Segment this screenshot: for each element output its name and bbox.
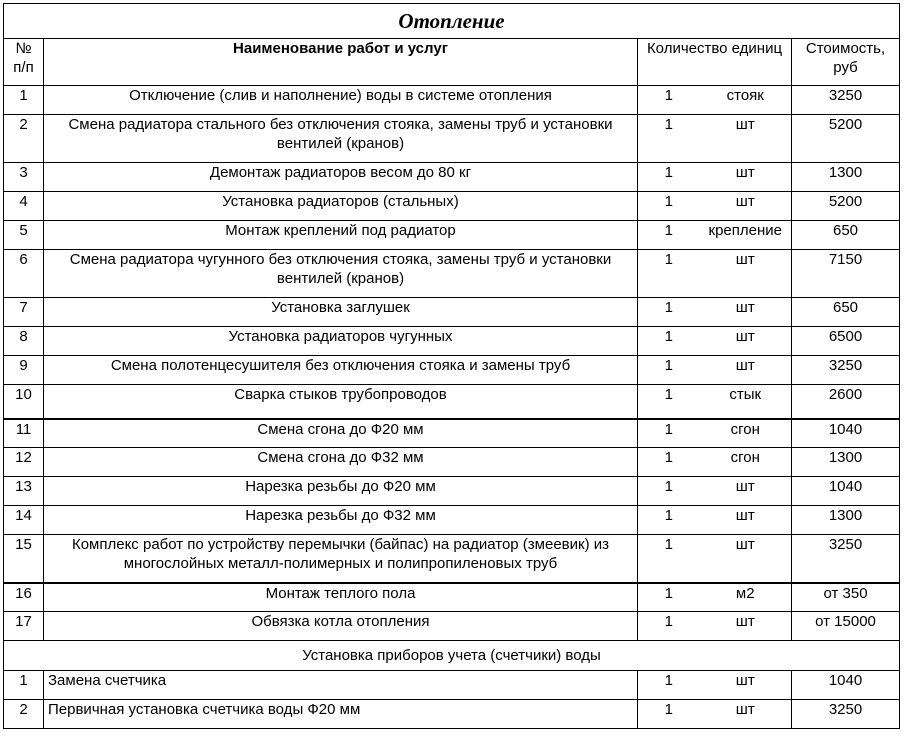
table-row [4,535,900,583]
row-unit: сгон [700,448,792,477]
row-cost: 650 [792,298,900,327]
table-row [4,327,900,356]
row-cost: от 350 [792,583,900,612]
row-cost: 1300 [792,506,900,535]
row-num: 3 [4,163,44,192]
table-row [4,448,900,477]
row-unit: шт [700,356,792,385]
row-cost: 650 [792,221,900,250]
row-cost: 1040 [792,419,900,448]
row-unit: шт [700,250,792,298]
row-name: Смена радиатора чугунного без отключения стояка, замены труб и установки вентилей (кранов) [44,250,638,298]
row-name: Комплекс работ по устройству перемычки (байпас) на радиатор (змеевик) из многослойных металл-полимерных и полипропиленовых труб [44,535,638,583]
row-num: 13 [4,477,44,506]
header-cost: Стоимость, руб [792,39,900,86]
row-qty: 1 [638,327,700,356]
table-row [4,700,900,729]
row-qty: 1 [638,221,700,250]
row-unit: шт [700,506,792,535]
row-unit: шт [700,535,792,583]
row-qty: 1 [638,419,700,448]
row-qty: 1 [638,163,700,192]
header-qty: Количество единиц [638,39,792,86]
row-qty: 1 [638,612,700,641]
section-title: Установка приборов учета (счетчики) воды [4,641,900,671]
row-num: 16 [4,583,44,612]
row-unit: шт [700,163,792,192]
header-num: № п/п [4,39,44,86]
row-num: 4 [4,192,44,221]
row-unit: шт [700,477,792,506]
row-name: Смена сгона до Ф32 мм [44,448,638,477]
table-row [4,86,900,115]
row-name: Смена сгона до Ф20 мм [44,419,638,448]
row-num: 1 [4,671,44,700]
row-cost: 3250 [792,700,900,729]
row-unit: шт [700,612,792,641]
table-row [4,612,900,641]
row-unit: шт [700,700,792,729]
row-unit: шт [700,327,792,356]
row-name: Смена радиатора стального без отключения стояка, замены труб и установки вентилей (кранов) [44,115,638,163]
title-row [4,4,900,39]
row-cost: 1040 [792,671,900,700]
row-cost: 5200 [792,192,900,221]
row-qty: 1 [638,506,700,535]
row-qty: 1 [638,477,700,506]
table-row [4,477,900,506]
row-unit: сгон [700,419,792,448]
row-num: 17 [4,612,44,641]
price-table [3,3,900,729]
row-unit: стык [700,385,792,419]
row-unit: стояк [700,86,792,115]
table-row [4,163,900,192]
row-num: 1 [4,86,44,115]
row-qty: 1 [638,86,700,115]
row-unit: шт [700,115,792,163]
row-name: Нарезка резьбы до Ф32 мм [44,506,638,535]
section-row [4,641,900,671]
row-name: Установка радиаторов чугунных [44,327,638,356]
row-qty: 1 [638,671,700,700]
table-row [4,419,900,448]
row-num: 14 [4,506,44,535]
row-name: Обвязка котла отопления [44,612,638,641]
table-row [4,221,900,250]
row-name: Сварка стыков трубопроводов [44,385,638,419]
table-row [4,192,900,221]
row-qty: 1 [638,250,700,298]
row-unit: шт [700,671,792,700]
table-row [4,385,900,419]
row-num: 6 [4,250,44,298]
row-qty: 1 [638,192,700,221]
row-name: Демонтаж радиаторов весом до 80 кг [44,163,638,192]
row-qty: 1 [638,700,700,729]
row-name: Первичная установка счетчика воды Ф20 мм [44,700,638,729]
table-row [4,506,900,535]
row-cost: 3250 [792,535,900,583]
row-cost: 1300 [792,163,900,192]
row-qty: 1 [638,535,700,583]
row-cost: 3250 [792,86,900,115]
row-unit: шт [700,192,792,221]
row-name: Замена счетчика [44,671,638,700]
row-unit: м2 [700,583,792,612]
row-cost: 1040 [792,477,900,506]
row-cost: 6500 [792,327,900,356]
row-name: Монтаж креплений под радиатор [44,221,638,250]
row-unit: крепление [700,221,792,250]
row-num: 10 [4,385,44,419]
row-cost: от 15000 [792,612,900,641]
row-qty: 1 [638,298,700,327]
table-row [4,115,900,163]
row-qty: 1 [638,448,700,477]
row-name: Монтаж теплого пола [44,583,638,612]
row-cost: 2600 [792,385,900,419]
row-cost: 3250 [792,356,900,385]
row-name: Нарезка резьбы до Ф20 мм [44,477,638,506]
row-name: Смена полотенцесушителя без отключения стояка и замены труб [44,356,638,385]
row-num: 9 [4,356,44,385]
row-unit: шт [700,298,792,327]
table-row [4,298,900,327]
header-row [4,39,900,86]
row-cost: 7150 [792,250,900,298]
row-cost: 5200 [792,115,900,163]
row-name: Установка заглушек [44,298,638,327]
row-num: 8 [4,327,44,356]
table-row [4,671,900,700]
row-qty: 1 [638,583,700,612]
table-row [4,583,900,612]
table-title: Отопление [4,4,900,39]
header-name: Наименование работ и услуг [44,39,638,86]
row-num: 12 [4,448,44,477]
row-qty: 1 [638,356,700,385]
row-num: 11 [4,419,44,448]
table-row [4,356,900,385]
row-name: Установка радиаторов (стальных) [44,192,638,221]
row-name: Отключение (слив и наполнение) воды в системе отопления [44,86,638,115]
table-row [4,250,900,298]
row-qty: 1 [638,385,700,419]
row-num: 2 [4,700,44,729]
row-num: 2 [4,115,44,163]
row-num: 7 [4,298,44,327]
row-qty: 1 [638,115,700,163]
row-num: 15 [4,535,44,583]
row-num: 5 [4,221,44,250]
row-cost: 1300 [792,448,900,477]
